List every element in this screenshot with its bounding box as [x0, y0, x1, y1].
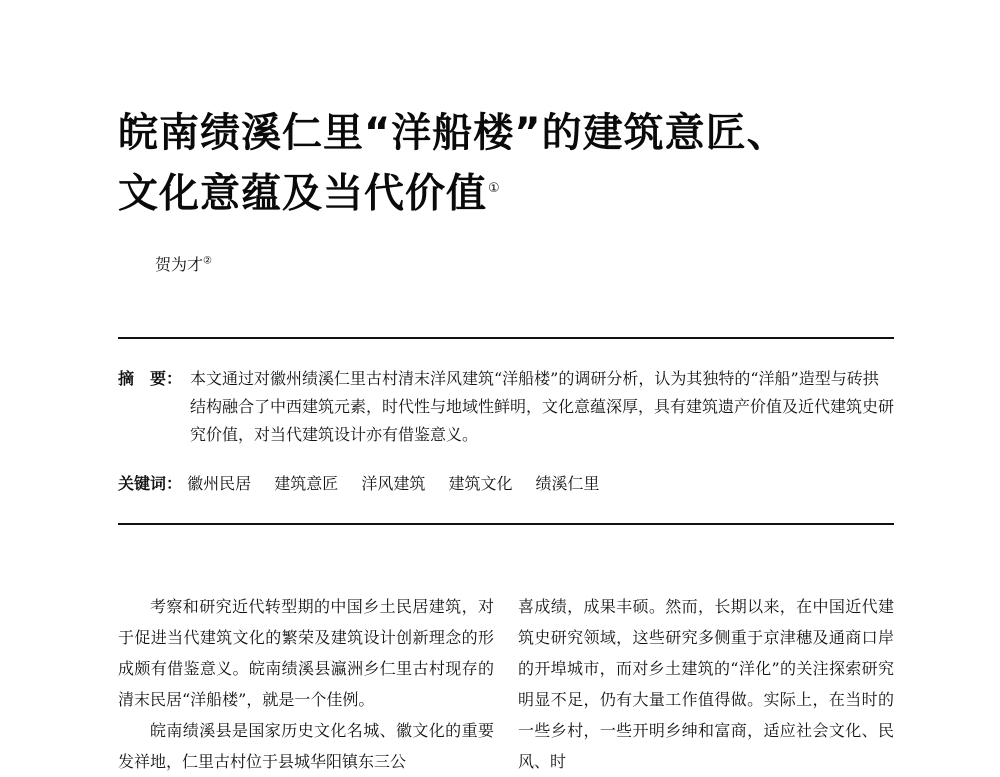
body-paragraph: 皖南绩溪县是国家历史文化名城、徽文化的重要发祥地，仁里古村位于县城华阳镇东三公	[118, 721, 494, 771]
body-paragraph: 喜成绩，成果丰硕。然而，长期以来，在中国近代建筑史研究领域，这些研究多侧重于京津穗及通商口岸的开埠城市，而对乡土建筑的“洋化”的关注探索研究明显不足，仍有大量工作值得做。实际上，在当时的一些乡村，一些开明乡绅和富商，适应社会文化、民风、时	[518, 597, 894, 771]
author	[155, 252, 212, 275]
keyword: 洋风建筑	[361, 474, 426, 493]
body-column-left	[118, 591, 494, 777]
title-footnote-mark: ①	[488, 181, 501, 196]
abstract-label: 摘 要：	[118, 369, 183, 388]
abstract	[118, 365, 894, 449]
keyword: 徽州民居	[187, 474, 252, 493]
paper-title	[118, 105, 788, 221]
keyword: 建筑文化	[448, 474, 513, 493]
title-line-2	[118, 161, 788, 221]
author-name: 贺为才	[155, 255, 204, 274]
title-line-2-text: 文化意蕴及当代价值	[118, 170, 487, 217]
body-paragraph: 考察和研究近代转型期的中国乡土民居建筑，对于促进当代建筑文化的繁荣及建筑设计创新理念的形成颇有借鉴意义。皖南绩溪县瀛洲乡仁里古村现存的清末民居“洋船楼”，就是一个佳例。	[118, 597, 494, 709]
title-line-1: 皖南绩溪仁里“洋船楼”的建筑意匠、	[118, 110, 788, 156]
top-divider	[118, 337, 894, 339]
keywords	[118, 470, 618, 498]
author-footnote-mark: ②	[203, 255, 212, 267]
keyword: 绩溪仁里	[535, 474, 600, 493]
body-column-right	[518, 591, 894, 777]
keyword: 建筑意匠	[274, 474, 339, 493]
abstract-text: 本文通过对徽州绩溪仁里古村清末洋风建筑“洋船楼”的调研分析，认为其独特的“洋船”造型与砖拱结构融合了中西建筑元素，时代性与地域性鲜明，文化意蕴深厚，具有建筑遗产价值及近代建筑史研究价值，对当代建筑设计亦有借鉴意义。	[190, 369, 895, 444]
keywords-label: 关键词：	[118, 474, 183, 493]
bottom-divider	[118, 523, 894, 525]
